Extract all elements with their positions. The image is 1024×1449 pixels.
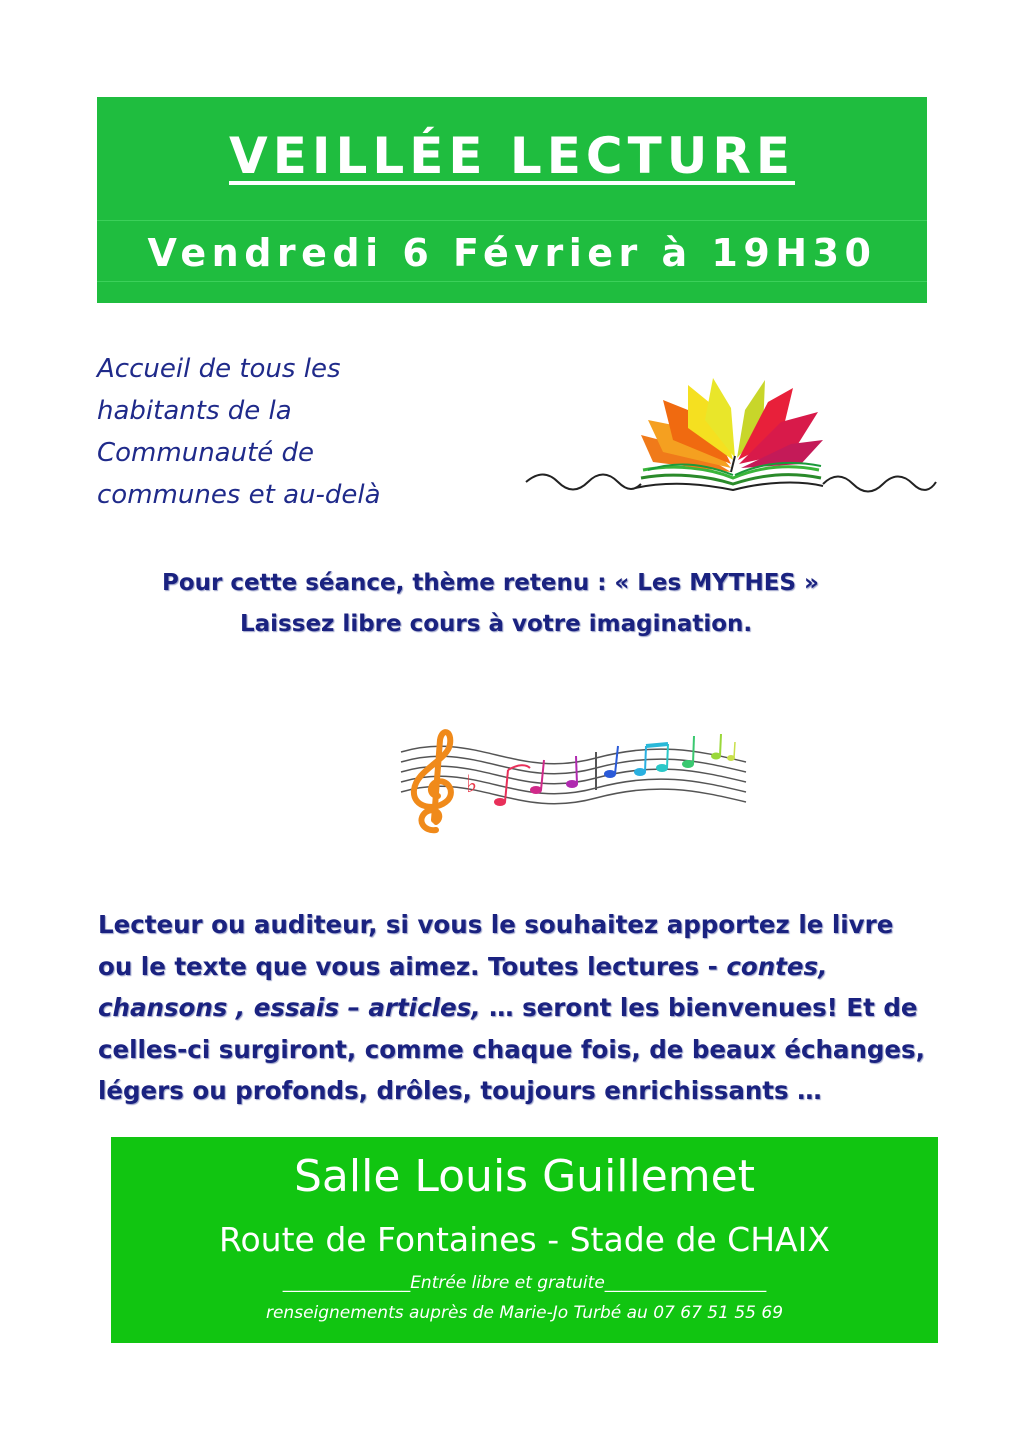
venue-address: Route de Fontaines - Stade de CHAIX [219,1220,830,1259]
music-staff-icon [396,720,752,840]
event-date: Vendredi 6 Février à 19H30 [147,231,877,275]
event-title: VEILLÉE LECTURE [229,127,795,185]
theme-line: Pour cette séance, thème retenu : « Les MYTHES » [162,570,819,596]
header-banner [97,97,927,303]
welcome-line: habitants de la [97,396,292,426]
svg-text:♭: ♭ [466,770,478,798]
header-divider [97,220,927,221]
open-book-icon [523,360,938,510]
body-line: chansons , essais – articles, … seront les bienvenues! Et de [98,993,918,1022]
welcome-line: Communauté de [97,438,315,468]
entry-info: _______________Entrée libre et gratuite___________________ [282,1273,767,1293]
contact-info: renseignements auprès de Marie-Jo Turbé au 07 67 51 55 69 [265,1303,784,1323]
welcome-line: communes et au-delà [97,480,381,510]
body-line: Lecteur ou auditeur, si vous le souhaitez apportez le livre [98,910,894,939]
body-line: légers ou profonds, drôles, toujours enrichissants … [98,1076,822,1105]
header-divider [97,281,927,282]
welcome-line: Accueil de tous les [97,354,341,384]
footer-banner [111,1137,938,1343]
body-paragraph [98,904,938,1112]
body-line: celles-ci surgiront, comme chaque fois, de beaux échanges, [98,1034,925,1064]
venue-name: Salle Louis Guillemet [294,1151,755,1202]
body-line: ou le texte que vous aimez. Toutes lectures - contes, [98,951,828,981]
theme-line: Laissez libre cours à votre imagination. [240,611,753,637]
welcome-text [97,348,427,516]
